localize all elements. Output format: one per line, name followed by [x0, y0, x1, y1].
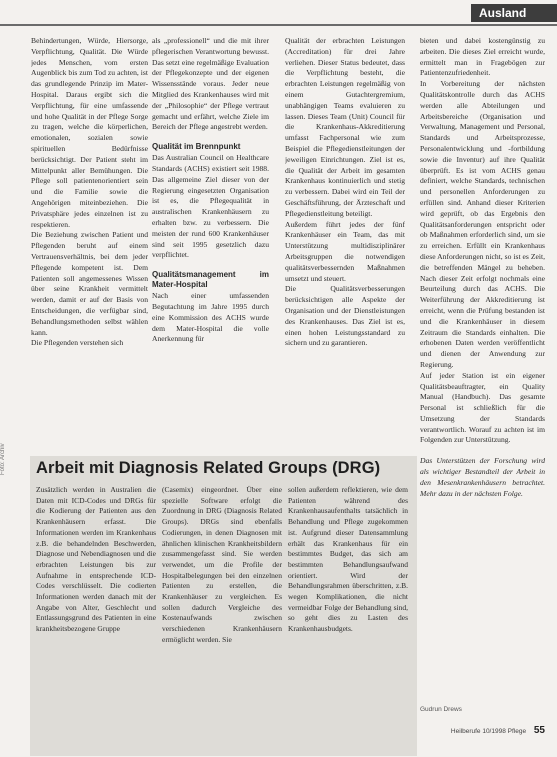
page-number: 55 — [533, 725, 545, 736]
col3-paragraph-1: Qualität der erbrachten Leistungen (Accreditation) für drei Jahre verliehen. Dieser Status bedeutet, dass die Verpflichtung besteht, die erbrachten Leistungen regelmäßig von einem Gutachtergremium, unabhängigen Teams evaluieren zu lassen. Dieses Team (Unit) Council für die Krankenhaus-Akkreditierung umfasst Fachpersonal wie zum Beispiel die Pflegedienstleitungen der jeweiligen Einrichtungen. Ziel ist es, die Qualität der Arbeit im gesamten Krankenhaus kontinuierlich und stetig zu verbessern. Dabei wird ein Teil der Geschäftsführung, der Ärzteschaft und Pflegedienstleitung beteiligt. — [285, 36, 405, 218]
col2-heading-qualitaet: Qualität im Brennpunkt — [152, 142, 241, 152]
col4-closing-note: Das Unterstützen der Forschung wird als wichtiger Bestandteil der Arbeit in den Mesenkrankenhäusern betrachtet. Mehr dazu in der nächsten Folge. — [420, 456, 545, 498]
photo-credit-sidebar: Foto: Archiv — [0, 443, 6, 475]
col4-paragraph-3: Auf jeder Station ist ein eigener Qualitätsbeauftragter, ein Quality Manual (Handbuch). Das gesamte Personal ist schließlich für die Umsetzung der Standards verantwortlich. Worauf zu achten ist im Folgenden zur Unterstützung. — [420, 370, 545, 445]
col4-paragraph-1: bieten und dabei kostengünstig zu arbeiten. Die dieses Ziel erreicht wurde, ermittelt man in Fragebögen zur Patientenzufriedenheit. — [420, 36, 545, 78]
article-column-4 — [420, 36, 545, 700]
drg-infobox-column-1: Zusätzlich werden in Australien die Daten mit ICD-Codes und DRGs für die Kodierung der Patienten aus den Krankenhäusern erfasst. Die Informationen werden im Krankenhaus z.B. die behandelnden Beschwerden, Diagnose und Nebendiagnosen und die erbrachten Leistungen bis zur Aufnahme in entsprechende ICD-Codes verschlüsselt. Die codierten Informationen werden danach mit der Angabe von Alter, Geschlecht und Entlassungsgrund des Patienten in eine krankheitsbezogene Gruppe — [36, 485, 156, 634]
col3-paragraph-3: Die Qualitätsverbesserungen berücksichtigen alle Aspekte der Organisation und der Dienstleistungen des Krankenhauses. Das Ziel ist es, einen hohen Leistungsstandard zu sichern und zu garantieren. — [285, 284, 405, 348]
page-footer — [451, 725, 545, 736]
author-credit: Gudrun Drews — [420, 706, 462, 713]
col1-paragraph-3: Die Pflegenden verstehen sich — [31, 338, 124, 348]
header-rule — [0, 24, 557, 26]
drg-infobox — [30, 456, 417, 756]
col2-heading-management: Qualitätsmanagement im Mater-Hospital — [152, 270, 269, 290]
article-column-3 — [285, 36, 405, 448]
col4-paragraph-2: In Vorbereitung der nächsten Qualitätskontrolle durch das ACHS werden alle Abteilungen und Arbeitsbereiche (Organisation und Verwaltung, Management und Personal, Standards und Arbeitsprozesse, Personalentwicklung und -fortbildung sowie die Inventur) auf ihre Qualität überprüft. Es ist vom ACHS genau definiert, welche Standards, technischen und personellen Anforderungen zu erfüllen sind. Anhand dieser Kriterien wird geprüft, ob das Ergebnis den Qualitätsanforderungen entspricht oder ob Maßnahmen erforderlich sind, um sie zu erreichen. Erfüllt ein Krankenhaus diese Anforderungen nicht, so ist es Zeit, die betreffenden Mängel zu beheben. Nach dieser Zeit erfolgt nochmals eine Beurteilung durch das ACHS. Die Weiterführung der Akkreditierung ist erreicht, wenn die Prüfung bestanden ist und die Krankenhäuser in diesem Zeitraum die Standards einhalten. Die erhobenen Daten werden veröffentlicht und dienen der Anwendung zur Regierung. — [420, 79, 545, 369]
section-tab-ausland: Ausland — [471, 4, 557, 22]
col2-paragraph-2: Das Australian Council on Healthcare Standards (ACHS) existiert seit 1988. Das allgemeine Ziel dieser von der Regierung eingesetzten Organisation ist es, die Pflegequalität in australischen Krankenhäusern zu erhalten bzw. zu verbessern. Die meisten der rund 600 Krankenhäuser sind seit 1995 gesetzlich dazu verpflichtet. — [152, 153, 269, 260]
publication-name: Heilberufe 10/1998 Pflege — [450, 728, 527, 735]
col3-paragraph-2: Außerdem führt jedes der fünf Krankenhäuser ein Team, das mit Unterstützung multidisziplinärer Arbeitsgruppen die notwendigen qualitätsverbessernden Maßnahmen umsetzt und steuert. — [285, 219, 405, 283]
article-column-1 — [31, 36, 148, 448]
drg-infobox-column-3: sollen außerdem reflektieren, wie dem Patienten während des Krankenhausaufenthalts tatsächlich in Behandlung und Pflege zugekommen ist. Aufgrund dieser Datensammlung erhält das Krankenhaus für ein bestimmtes Budget, das sich am bestimmten Behandlungsaufwand orientiert. Wird der Behandlungsrahmen überschritten, z.B. wegen Komplikationen, die nicht vermeidbar Folge der Behandlung sind, so geht dies zu Lasten des Krankenhausbudgets. — [288, 485, 408, 634]
col1-paragraph-1: Behindertungen, Würde, Hiersorge, Verpflichtung, Qualität. Die Würde jedes Menschen, vom ersten Augenblick bis zum Tod zu achten, ist das grundlegende Prinzip im Mater-Hospital. Daraus ergibt sich die Verpflichtung, für eine umfassende und hohe Qualität in der Pflege Sorge zu tragen, welche die körperlichen, emotionalen, sozialen sowie spirituellen Bedürfnisse berücksichtigt. Der Patient steht im Mittelpunkt aller Bemühungen. Die Pflege soll patientenorientiert sein und die Familie sowie die Angehörigen miteinbeziehen. Die Privatsphäre jedes einzelnen ist zu respektieren. — [31, 36, 148, 229]
col2-paragraph-1: als „professionell“ und die mit ihrer pflegerischen Verantwortung bewusst. Das setzt eine regelmäßige Evaluation der Pflegekonzepte und der eigenen Wissensstände voraus. Jeder neue Mitglied des Krankenhauses wird mit der „Philosophie“ der Pflege vertraut gemacht und erfährt, welche Ziele im Bereich der Pflege angestrebt werden. — [152, 36, 269, 132]
drg-infobox-title: Arbeit mit Diagnosis Related Groups (DRG) — [36, 459, 381, 477]
col2-paragraph-3: Nach einer umfassenden Begutachtung im Jahre 1995 durch eine Kommission des ACHS wurde dem Mater-Hospital die volle Anerkennung für — [152, 291, 269, 344]
article-column-2 — [152, 36, 269, 448]
drg-infobox-column-2: (Casemix) eingeordnet. Über eine spezielle Software erfolgt die Zuordnung in DRG (Diagnosis Related Groups). DRGs sind ebenfalls Codierungen, in denen Diagnosen mit ähnlichen klinischen Krankheitsbildern zusammengefasst sind. Sie werden verwendet, um die Profile der Hospitalbelegungen bei den einzelnen Patienten zu erstellen, die Krankenhäuser zu vergleichen. Es sollen dadurch Vergleiche des Kostenaufwands zwischen verschiedenen Krankenhäusern ermöglicht werden. Sie — [162, 485, 282, 644]
col1-paragraph-2: Die Beziehung zwischen Patient und Pflegenden beruht auf einem Vertrauensverhältnis, bei dem jeder Pflegende kompetent ist. Dem Patienten soll angemessenes Wissen über seine Krankheit vermittelt werden, damit er auf der Basis von Entscheidungen, die verfügbar sind, Behandlungsmethoden selbst wählen kann. — [31, 230, 148, 337]
